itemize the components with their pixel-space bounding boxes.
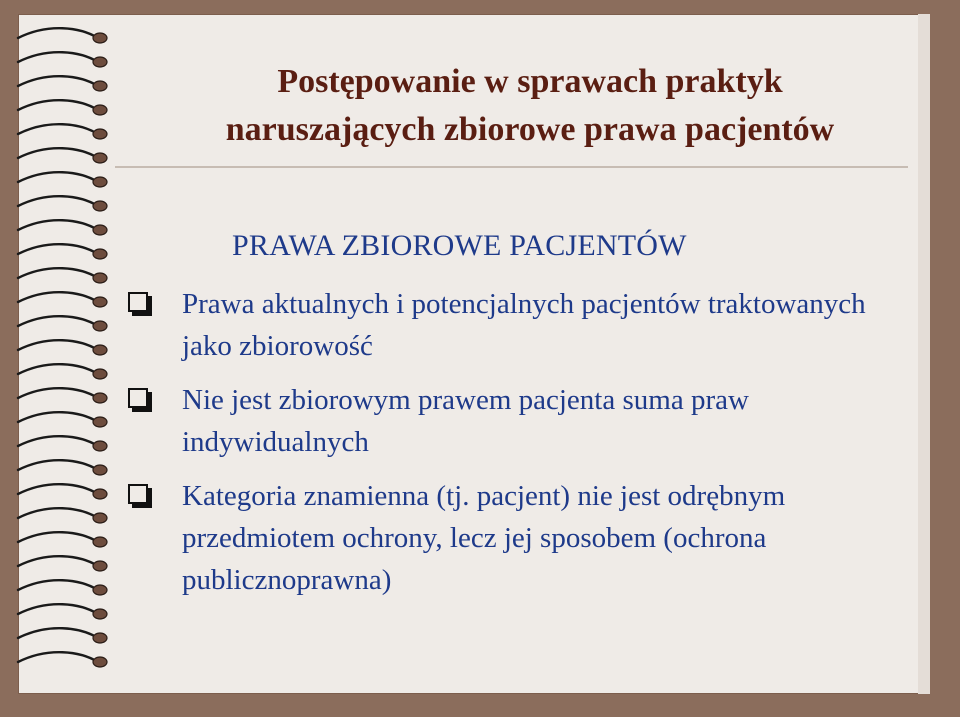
section-heading: PRAWA ZBIOROWE PACJENTÓW bbox=[232, 229, 687, 262]
bullet-text-1: Prawa aktualnych i potencjalnych pacjentów traktowanych jako zbiorowość bbox=[182, 288, 866, 362]
bullet-text-2: Nie jest zbiorowym prawem pacjenta suma praw indywidualnych bbox=[182, 384, 749, 458]
square-checkbox-icon bbox=[128, 292, 148, 312]
bullet-list bbox=[122, 283, 892, 613]
slide-title bbox=[110, 58, 950, 154]
square-checkbox-icon bbox=[128, 484, 148, 504]
bullet-item-3 bbox=[122, 475, 892, 601]
slide-title-line-2: naruszających zbiorowe prawa pacjentów bbox=[225, 111, 835, 148]
bullet-item-1 bbox=[122, 283, 892, 367]
slide-title-line-1: Postępowanie w sprawach praktyk bbox=[277, 63, 783, 100]
bullet-item-2 bbox=[122, 379, 892, 463]
spiral-binding-icon bbox=[6, 20, 116, 690]
square-checkbox-icon bbox=[128, 388, 148, 408]
bullet-text-3: Kategoria znamienna (tj. pacjent) nie jest odrębnym przedmiotem ochrony, lecz jej sposobem (ochrona publicznoprawna) bbox=[182, 480, 786, 596]
title-divider bbox=[115, 166, 908, 168]
